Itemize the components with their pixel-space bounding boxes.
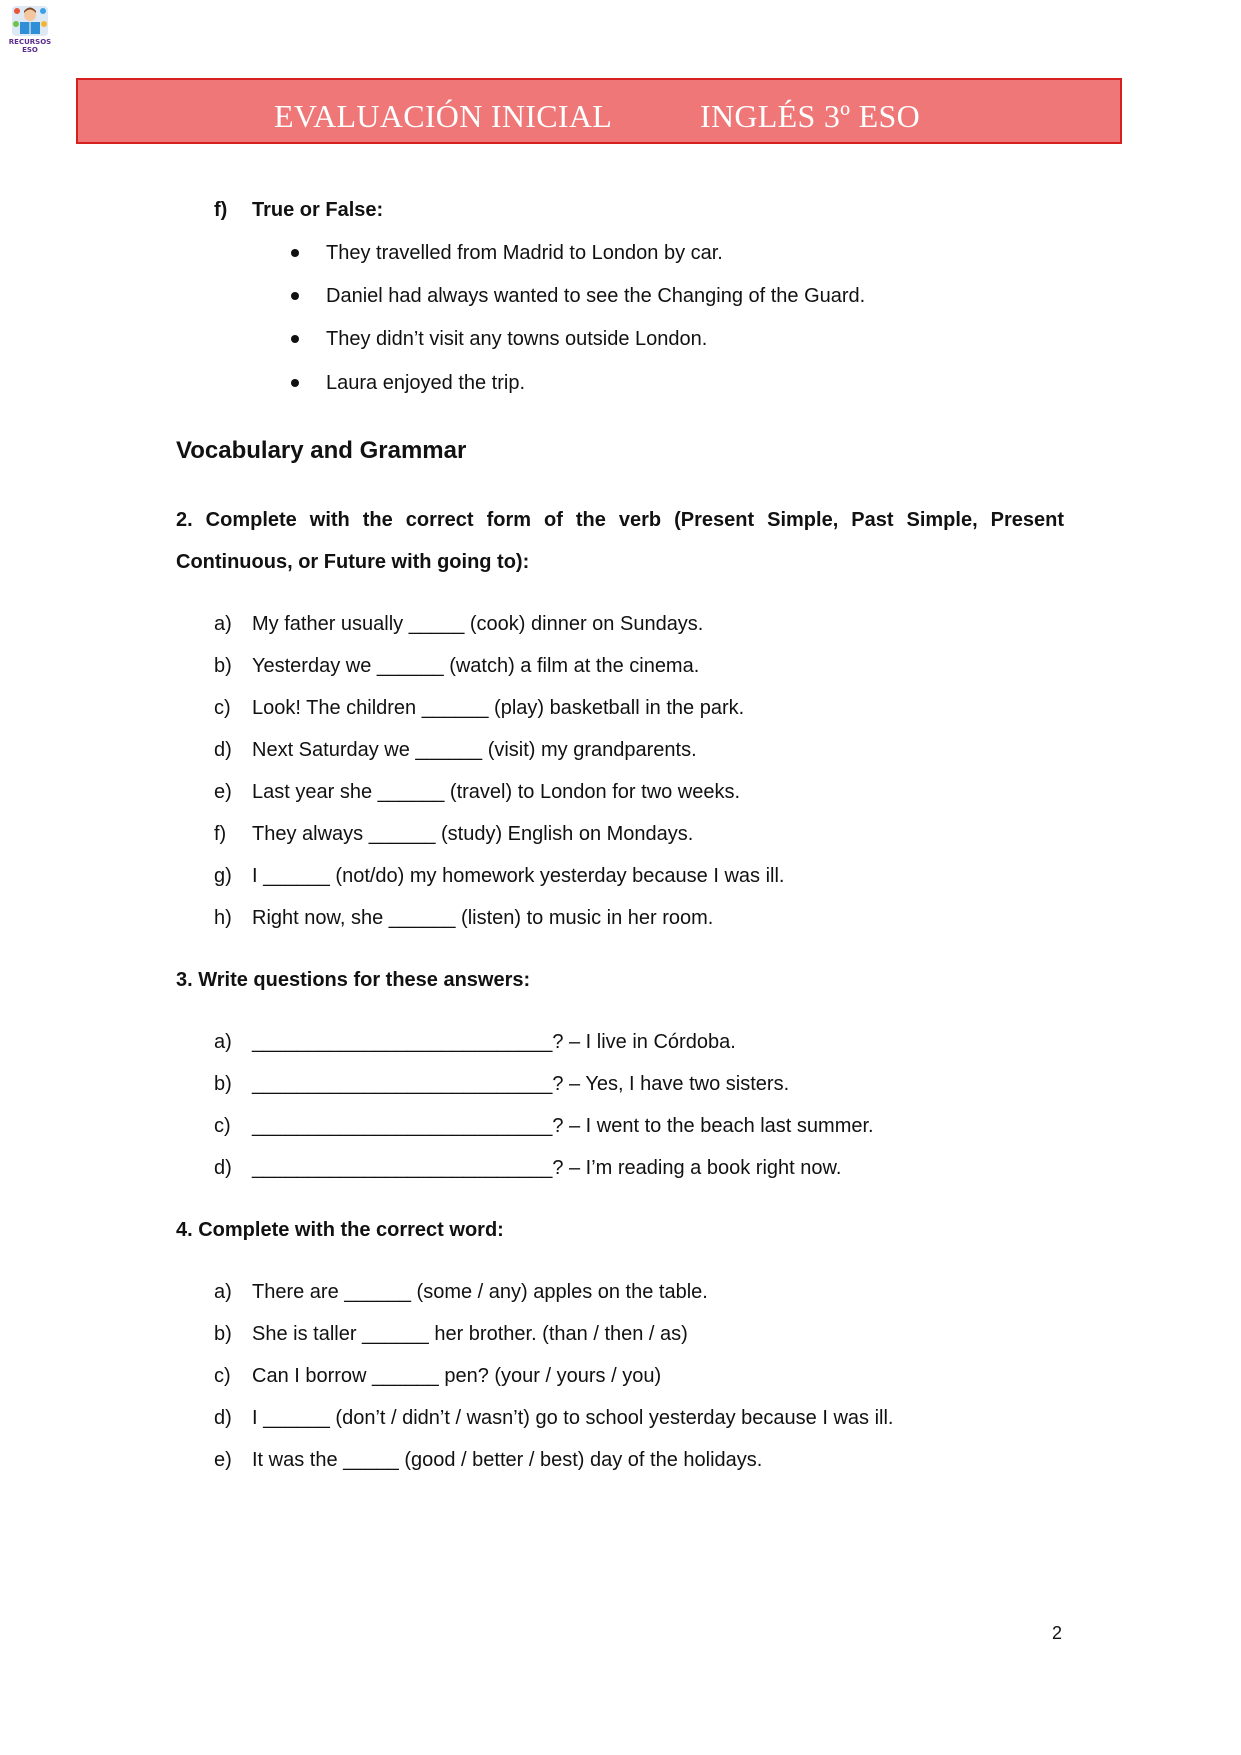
- item-label: b): [214, 655, 232, 677]
- logo-illustration: [10, 4, 50, 38]
- item-label: c): [214, 697, 231, 719]
- exercise2-item: Right now, she ______ (listen) to music in her room.: [252, 907, 714, 929]
- exercise3-item: ___________________________? – I’m reading a book right now.: [252, 1157, 842, 1179]
- true-false-title: True or False:: [252, 199, 384, 221]
- exercise2-title-line2: Continuous, or Future with going to):: [176, 551, 530, 573]
- item-label: c): [214, 1365, 231, 1387]
- header-banner: [76, 78, 1122, 144]
- bullet-icon: [291, 335, 299, 343]
- item-label: e): [214, 781, 232, 803]
- item-label: d): [214, 1407, 232, 1429]
- exercise3-title: 3. Write questions for these answers:: [176, 969, 531, 991]
- header-title-left: EVALUACIÓN INICIAL: [274, 98, 613, 134]
- bullet-icon: [291, 292, 299, 300]
- item-label: d): [214, 739, 232, 761]
- exercise2-item: They always ______ (study) English on Mondays.: [252, 823, 694, 845]
- logo-text-line2: ESO: [22, 46, 38, 54]
- exercise4-item: It was the _____ (good / better / best) day of the holidays.: [252, 1449, 763, 1471]
- exercise2-item: My father usually _____ (cook) dinner on Sundays.: [252, 613, 704, 635]
- item-label: e): [214, 1449, 232, 1471]
- exercise4-item: There are ______ (some / any) apples on the table.: [252, 1281, 708, 1303]
- exercise3-item: ___________________________? – I went to the beach last summer.: [252, 1115, 874, 1137]
- item-label: c): [214, 1115, 231, 1137]
- item-label: a): [214, 1281, 232, 1303]
- exercise2-item: Last year she ______ (travel) to London for two weeks.: [252, 781, 741, 803]
- exercise2-item: I ______ (not/do) my homework yesterday because I was ill.: [252, 865, 785, 887]
- true-false-item: They didn’t visit any towns outside London.: [326, 328, 708, 350]
- section-title: Vocabulary and Grammar: [176, 437, 467, 464]
- exercise4-item: She is taller ______ her brother. (than / then / as): [252, 1323, 688, 1345]
- exercise2-item: Yesterday we ______ (watch) a film at the cinema.: [252, 655, 700, 677]
- item-label: g): [214, 865, 232, 887]
- item-label: a): [214, 1031, 232, 1053]
- exercise3-item: ___________________________? – Yes, I have two sisters.: [252, 1073, 790, 1095]
- exercise4-item: I ______ (don’t / didn’t / wasn’t) go to school yesterday because I was ill.: [252, 1407, 894, 1429]
- exercise2-item: Next Saturday we ______ (visit) my grandparents.: [252, 739, 697, 761]
- exercise3-item: ___________________________? – I live in Córdoba.: [252, 1031, 736, 1053]
- exercise4-item: Can I borrow ______ pen? (your / yours / you): [252, 1365, 662, 1387]
- bullet-icon: [291, 379, 299, 387]
- item-label: d): [214, 1157, 232, 1179]
- exercise2-title-line1: 2. Complete with the correct form of the verb (Present Simple, Past Simple, Present: [176, 509, 1064, 531]
- bullet-icon: [291, 249, 299, 257]
- item-label: h): [214, 907, 232, 929]
- true-false-item: Laura enjoyed the trip.: [326, 372, 526, 394]
- exercise4-title: 4. Complete with the correct word:: [176, 1219, 504, 1241]
- item-label: a): [214, 613, 232, 635]
- logo-text-line1: RECURSOS: [8, 38, 52, 46]
- recursos-eso-logo: [8, 4, 52, 56]
- item-label: b): [214, 1323, 232, 1345]
- true-false-label: f): [214, 199, 228, 221]
- exercise2-item: Look! The children ______ (play) basketball in the park.: [252, 697, 745, 719]
- item-label: b): [214, 1073, 232, 1095]
- page-number: 2: [1052, 1623, 1063, 1643]
- true-false-item: Daniel had always wanted to see the Changing of the Guard.: [326, 285, 866, 307]
- header-title-right: INGLÉS 3º ESO: [700, 98, 921, 134]
- item-label: f): [214, 823, 227, 845]
- true-false-item: They travelled from Madrid to London by car.: [326, 242, 723, 264]
